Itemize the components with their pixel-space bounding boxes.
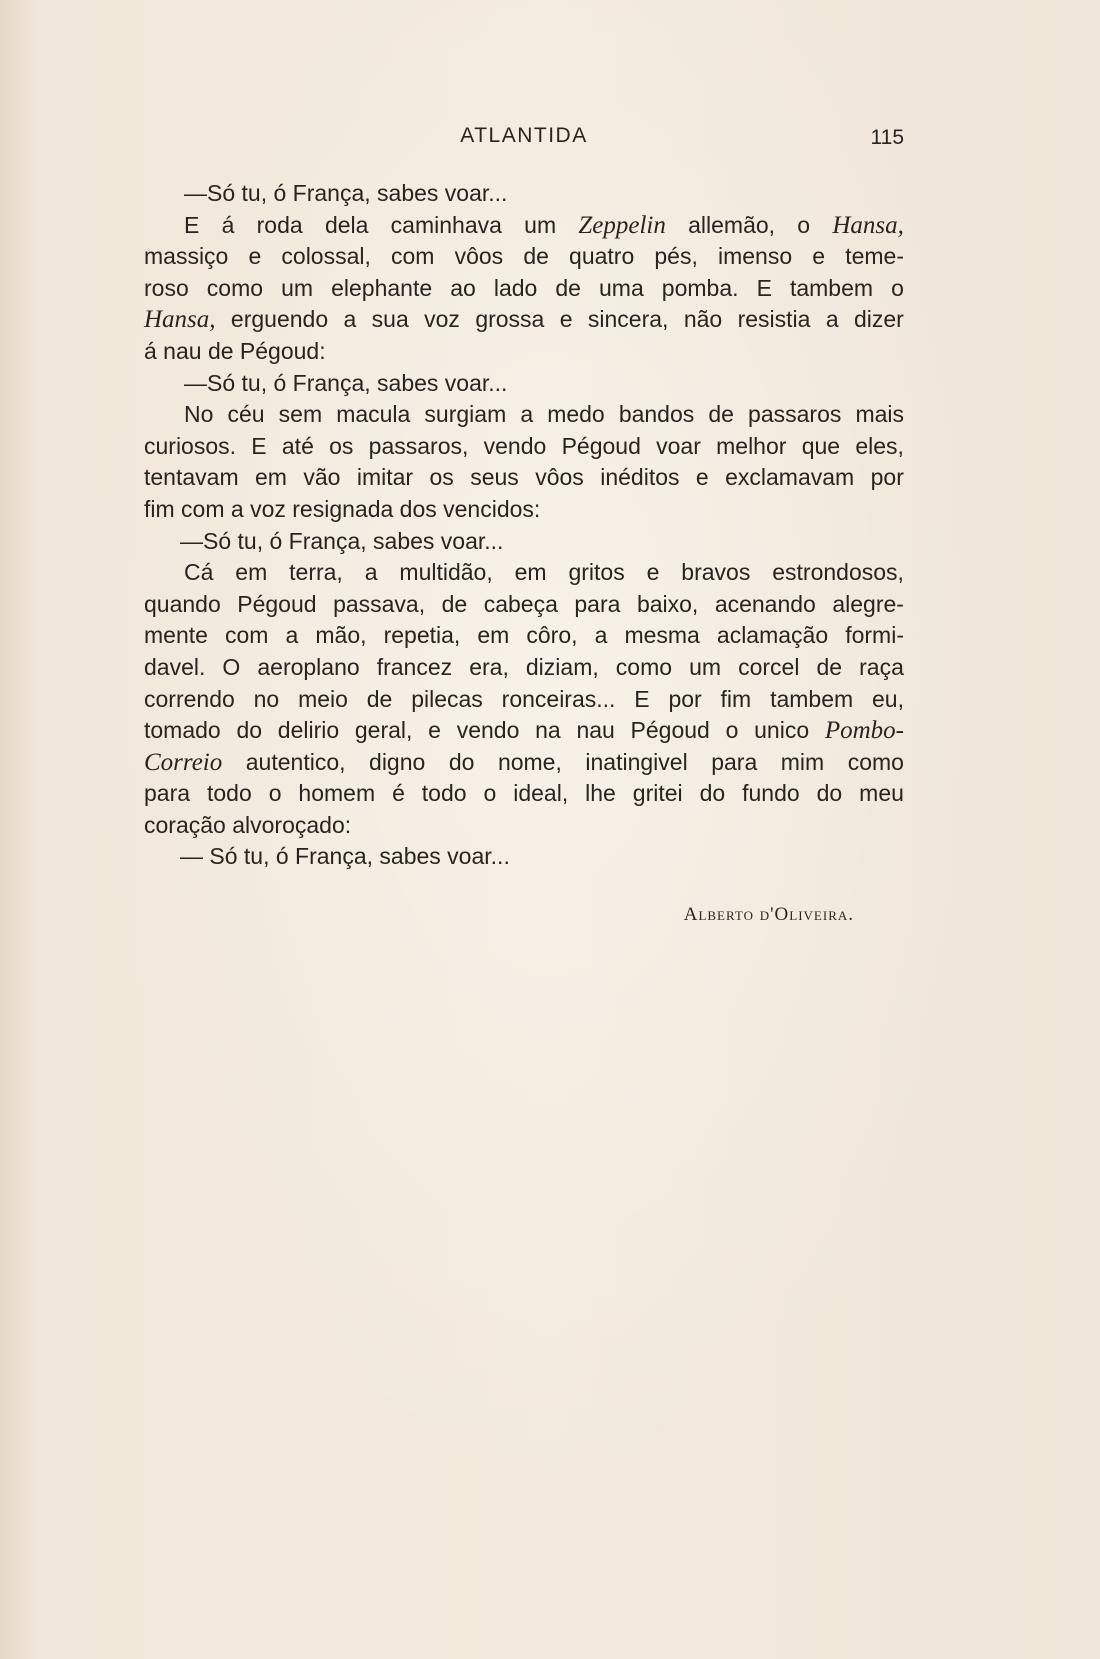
word: aeroplano bbox=[257, 653, 360, 680]
word: correndo bbox=[144, 685, 235, 712]
word: em bbox=[477, 622, 510, 649]
word: Cá bbox=[184, 559, 214, 586]
word: macula bbox=[336, 401, 411, 428]
word: até bbox=[281, 432, 314, 459]
word: e bbox=[812, 243, 826, 270]
word: de bbox=[441, 590, 468, 617]
word: autentico, bbox=[245, 748, 346, 775]
word: fundo bbox=[742, 780, 800, 807]
text-line bbox=[144, 304, 904, 336]
word: gritos bbox=[568, 559, 625, 586]
word: voar bbox=[656, 432, 701, 459]
word: como bbox=[206, 274, 264, 301]
word: do bbox=[448, 748, 475, 775]
word: com bbox=[225, 622, 269, 649]
word: mais bbox=[855, 401, 904, 428]
text-line bbox=[144, 557, 904, 589]
word: a bbox=[285, 622, 299, 649]
author-signature: Alberto d'Oliveira. bbox=[683, 904, 854, 925]
word: bandos bbox=[618, 401, 695, 428]
word: por bbox=[870, 464, 904, 491]
text-line: —Só tu, ó França, sabes voar... bbox=[184, 369, 508, 396]
word: a bbox=[364, 559, 378, 586]
text-line bbox=[144, 652, 904, 684]
word: imenso bbox=[717, 243, 793, 270]
word: vendo bbox=[483, 432, 547, 459]
word: em bbox=[255, 464, 287, 491]
word: a bbox=[594, 622, 608, 649]
word: estrondosos, bbox=[772, 559, 904, 586]
word: mão, bbox=[315, 622, 367, 649]
word: tambem bbox=[789, 274, 874, 301]
word: bravos bbox=[681, 559, 751, 586]
word: pilecas bbox=[411, 685, 483, 712]
word: ronceiras... bbox=[501, 685, 616, 712]
word: com bbox=[391, 243, 435, 270]
word: por bbox=[668, 685, 702, 712]
word: formi- bbox=[845, 622, 904, 649]
word: vôos bbox=[454, 243, 504, 270]
word: á bbox=[221, 211, 235, 238]
word: céu bbox=[227, 401, 265, 428]
text-line: —Só tu, ó França, sabes voar... bbox=[184, 180, 508, 206]
word: No bbox=[184, 401, 214, 428]
word: passaros bbox=[748, 401, 842, 428]
word: caminhava bbox=[390, 211, 502, 238]
word: seus bbox=[470, 464, 519, 491]
word: alegre- bbox=[832, 590, 904, 617]
word: e bbox=[695, 464, 709, 491]
word: era, bbox=[469, 653, 509, 680]
word: exclamavam bbox=[725, 464, 855, 491]
word: raça bbox=[859, 653, 904, 680]
word: no bbox=[253, 685, 280, 712]
word: meio bbox=[298, 685, 348, 712]
word: Pégoud bbox=[630, 717, 710, 744]
word: mente bbox=[144, 622, 208, 649]
word: geral, bbox=[354, 717, 413, 744]
word: medo bbox=[547, 401, 605, 428]
word: massiço bbox=[144, 243, 229, 270]
word: a bbox=[825, 306, 839, 333]
word: Hansa, bbox=[144, 306, 216, 334]
word: Pégoud bbox=[237, 590, 317, 617]
word: Hansa, bbox=[832, 211, 904, 239]
word: na bbox=[535, 717, 561, 744]
word: vôos bbox=[535, 464, 584, 491]
word: do bbox=[236, 717, 263, 744]
word: unico bbox=[754, 717, 810, 744]
word: inatingivel bbox=[585, 748, 688, 775]
word: nau bbox=[576, 717, 615, 744]
word: para bbox=[144, 780, 191, 807]
word: colossal, bbox=[281, 243, 371, 270]
running-title: ATLANTIDA bbox=[460, 124, 588, 147]
word: curiosos. bbox=[144, 432, 237, 459]
word: delirio bbox=[277, 717, 340, 744]
word: davel. bbox=[144, 653, 206, 680]
word: ideal, bbox=[513, 780, 569, 807]
word: a bbox=[343, 306, 357, 333]
body-text bbox=[144, 178, 904, 873]
word: o bbox=[268, 780, 282, 807]
word: de bbox=[708, 401, 734, 428]
word: pés, bbox=[654, 243, 698, 270]
word: e bbox=[428, 717, 441, 744]
word: o bbox=[483, 780, 497, 807]
word: todo bbox=[421, 780, 467, 807]
word: cabeça bbox=[483, 590, 558, 617]
text-line bbox=[144, 241, 904, 273]
word: mesma bbox=[624, 622, 700, 649]
word: E bbox=[634, 685, 650, 712]
word: nome, bbox=[497, 748, 562, 775]
word: ao bbox=[450, 274, 476, 301]
word: eu, bbox=[872, 685, 904, 712]
word: eles, bbox=[855, 432, 904, 459]
word: é bbox=[392, 780, 405, 807]
word: diziam, bbox=[525, 653, 599, 680]
word: erguendo bbox=[230, 306, 329, 333]
word: fim bbox=[720, 685, 752, 712]
word: O bbox=[222, 653, 241, 680]
word: de bbox=[555, 274, 581, 301]
word: os bbox=[429, 464, 454, 491]
word: vendo bbox=[456, 717, 520, 744]
text-line bbox=[144, 431, 904, 463]
word: meu bbox=[859, 780, 904, 807]
word: resistia bbox=[737, 306, 811, 333]
word: roso bbox=[144, 274, 189, 301]
word: pomba. bbox=[661, 274, 739, 301]
word: todo bbox=[206, 780, 252, 807]
word: passaros, bbox=[368, 432, 469, 459]
text-line bbox=[144, 210, 904, 242]
text-line: —Só tu, ó França, sabes voar... bbox=[180, 527, 504, 554]
word: dizer bbox=[853, 306, 904, 333]
word: tambem bbox=[770, 685, 854, 712]
word: teme- bbox=[845, 243, 904, 270]
word: do bbox=[699, 780, 726, 807]
word: de bbox=[816, 653, 843, 680]
word: aclamação bbox=[716, 622, 829, 649]
word: côro, bbox=[526, 622, 578, 649]
word: tentavam bbox=[144, 464, 239, 491]
page-header bbox=[144, 124, 904, 160]
word: o bbox=[725, 717, 739, 744]
word: multidão, bbox=[399, 559, 493, 586]
word: do bbox=[816, 780, 843, 807]
word: o bbox=[797, 211, 811, 238]
page-number: 115 bbox=[870, 126, 904, 149]
word: repetia, bbox=[383, 622, 461, 649]
text-line bbox=[144, 715, 904, 747]
word: melhor bbox=[716, 432, 787, 459]
word: voz bbox=[424, 306, 460, 333]
word: digno bbox=[369, 748, 426, 775]
word: E bbox=[756, 274, 772, 301]
word: E bbox=[184, 211, 200, 238]
word: e bbox=[559, 306, 573, 333]
word: um bbox=[524, 211, 557, 238]
word: acenando bbox=[714, 590, 816, 617]
word: a bbox=[520, 401, 534, 428]
text-line bbox=[144, 747, 904, 779]
word: vão bbox=[303, 464, 341, 491]
word: grossa bbox=[475, 306, 545, 333]
word: imitar bbox=[356, 464, 414, 491]
text-line bbox=[144, 399, 904, 431]
text-line bbox=[144, 273, 904, 305]
word: surgiam bbox=[424, 401, 507, 428]
word: e bbox=[646, 559, 660, 586]
word: quatro bbox=[569, 243, 635, 270]
word: de bbox=[366, 685, 393, 712]
word: sincera, bbox=[587, 306, 669, 333]
text-line bbox=[144, 462, 904, 494]
word: Pégoud bbox=[561, 432, 641, 459]
text-line: fim com a voz resignada dos vencidos: bbox=[144, 495, 541, 522]
text-line: coração alvoroçado: bbox=[144, 811, 352, 838]
word: para bbox=[574, 590, 621, 617]
word: o bbox=[891, 274, 904, 301]
word: sem bbox=[278, 401, 323, 428]
word: como bbox=[615, 653, 673, 680]
word: francez bbox=[376, 653, 453, 680]
word: em bbox=[514, 559, 547, 586]
word: Zeppelin bbox=[578, 211, 666, 239]
word: como bbox=[847, 748, 904, 775]
word: em bbox=[235, 559, 268, 586]
word: de bbox=[523, 243, 549, 270]
word: e bbox=[248, 243, 262, 270]
word: passava, bbox=[333, 590, 426, 617]
word: mim bbox=[780, 748, 825, 775]
text-line bbox=[144, 778, 904, 810]
word: baixo, bbox=[636, 590, 699, 617]
word: para bbox=[711, 748, 758, 775]
word: um bbox=[689, 653, 722, 680]
word: Correio bbox=[144, 748, 223, 776]
text-line bbox=[144, 589, 904, 621]
word: terra, bbox=[289, 559, 343, 586]
word: inéditos bbox=[600, 464, 680, 491]
word: allemão, bbox=[688, 211, 776, 238]
word: dela bbox=[324, 211, 369, 238]
word: uma bbox=[599, 274, 644, 301]
word: homem bbox=[298, 780, 376, 807]
word: Pombo- bbox=[824, 717, 904, 745]
text-line: á nau de Pégoud: bbox=[144, 337, 326, 364]
word: gritei bbox=[632, 780, 683, 807]
word: lhe bbox=[585, 780, 616, 807]
word: corcel bbox=[738, 653, 800, 680]
word: sua bbox=[371, 306, 409, 333]
word: elephante bbox=[331, 274, 433, 301]
word: os bbox=[329, 432, 354, 459]
word: quando bbox=[144, 590, 221, 617]
text-line bbox=[144, 684, 904, 716]
word: lado bbox=[493, 274, 538, 301]
word: um bbox=[281, 274, 314, 301]
word: que bbox=[801, 432, 841, 459]
text-line: — Só tu, ó França, sabes voar... bbox=[180, 843, 510, 870]
word: não bbox=[683, 306, 723, 333]
word: E bbox=[251, 432, 267, 459]
word: tomado bbox=[144, 717, 221, 744]
text-line bbox=[144, 620, 904, 652]
word: roda bbox=[256, 211, 303, 238]
